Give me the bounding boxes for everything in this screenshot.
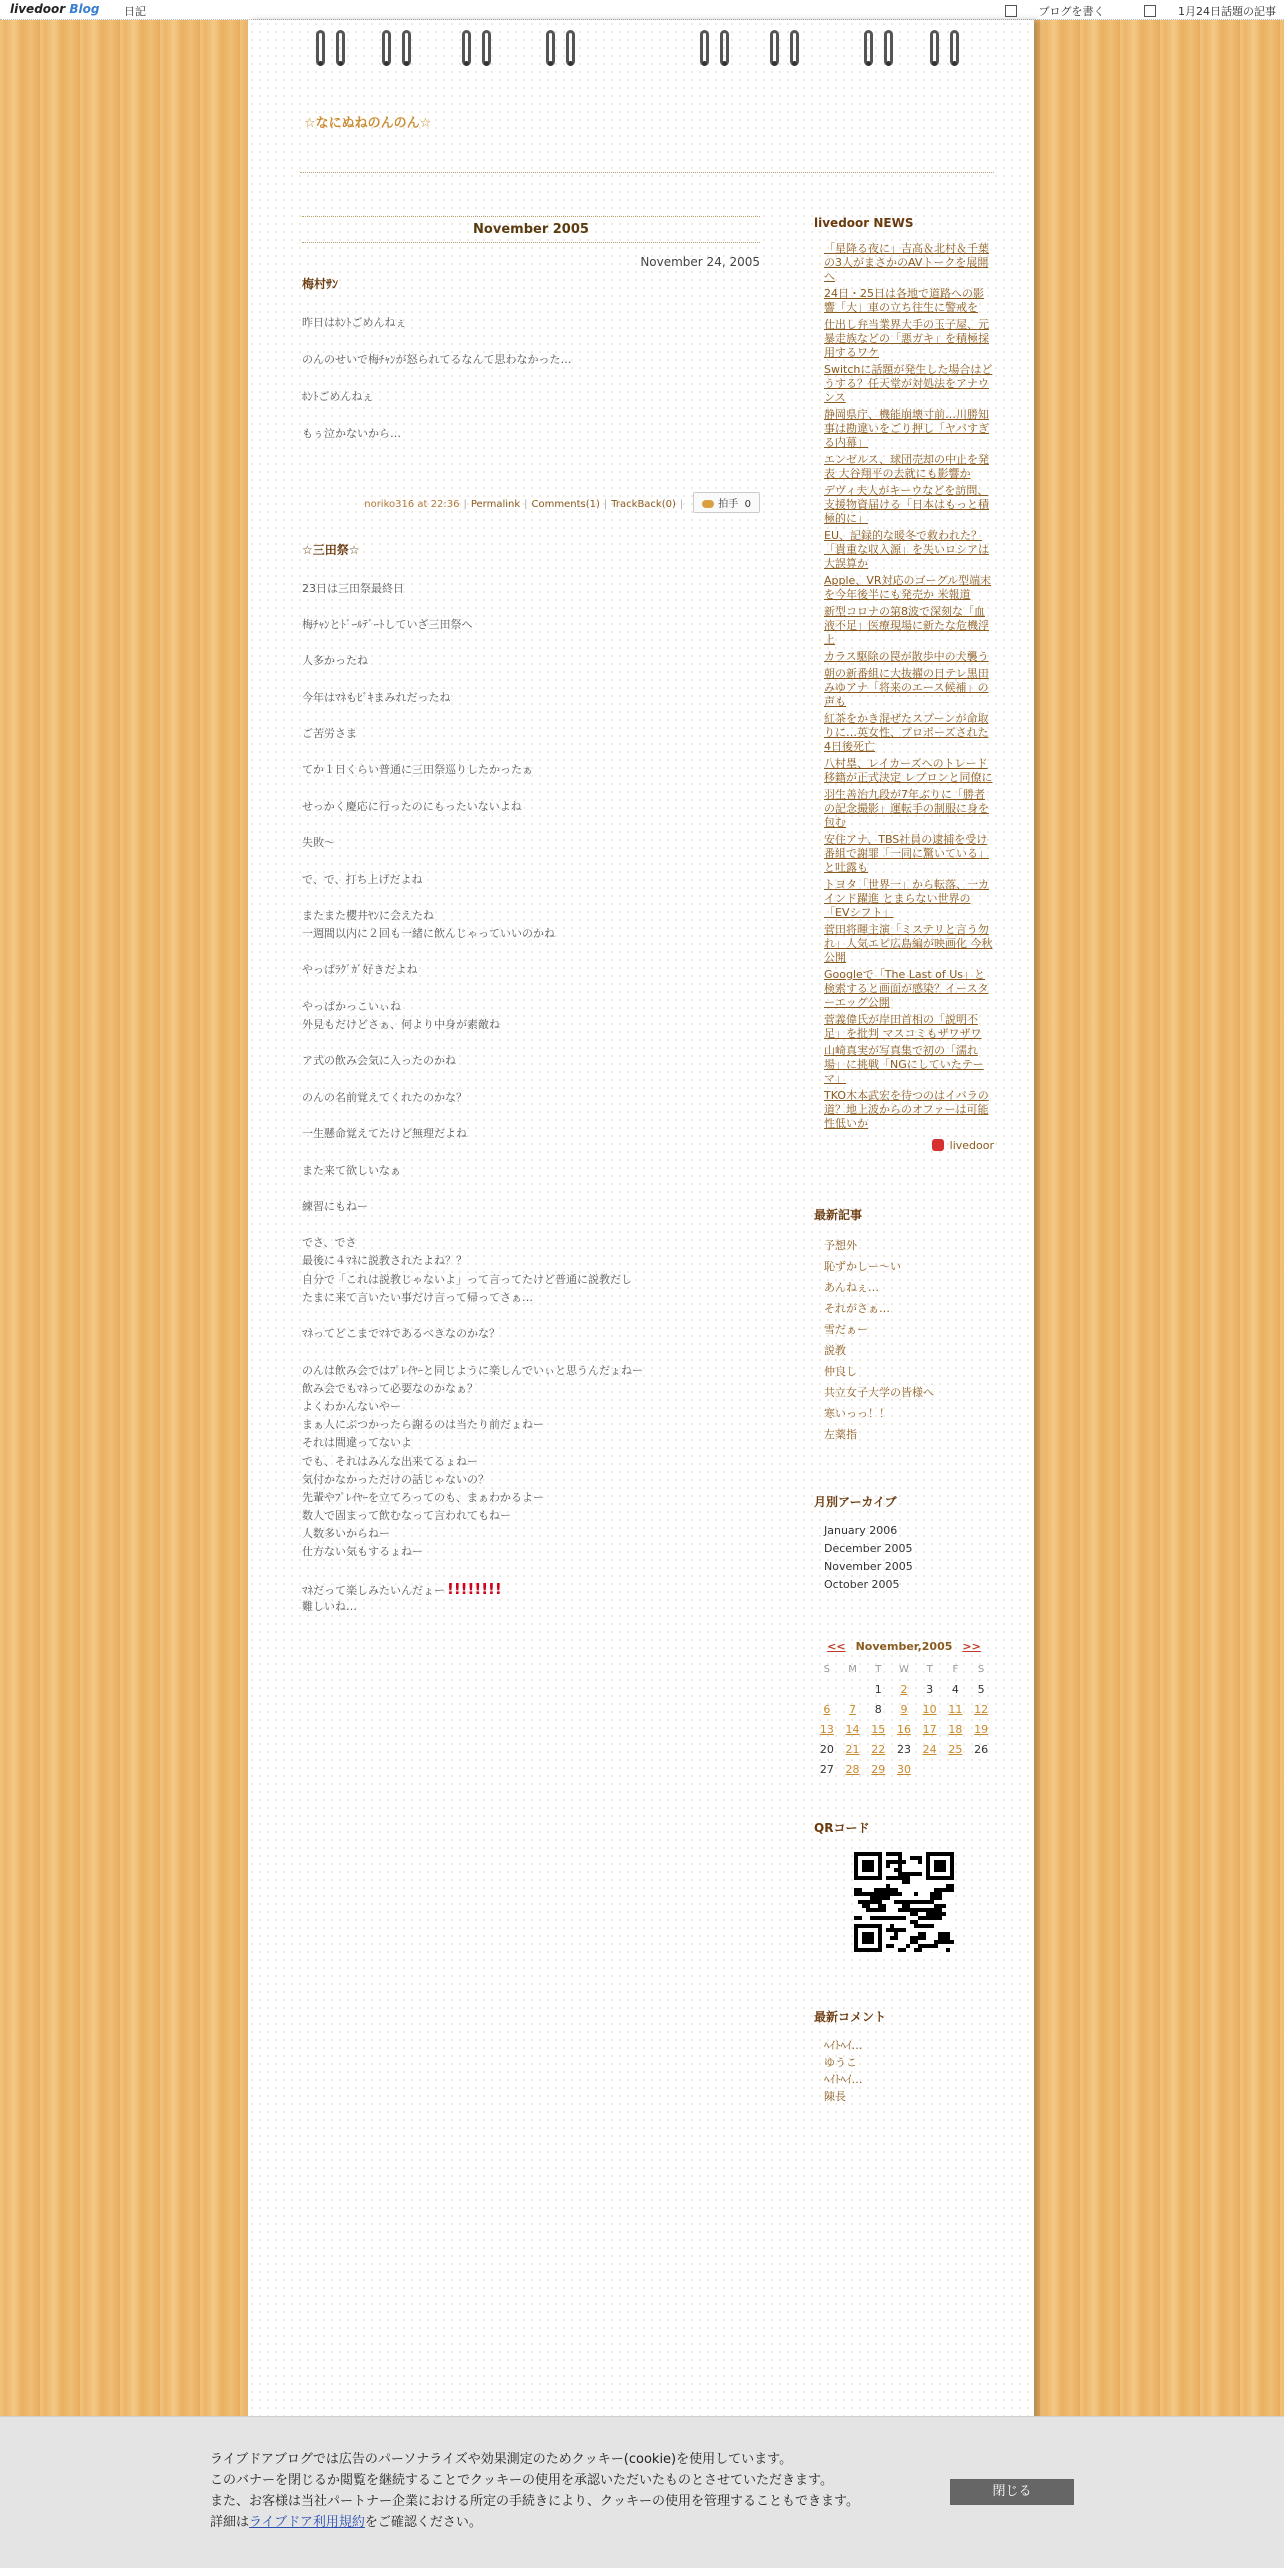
recent-link[interactable]: 寒いっっ！！	[824, 1407, 890, 1420]
calendar	[814, 1640, 994, 1779]
calendar-table	[814, 1659, 994, 1779]
news-item[interactable]	[824, 408, 994, 450]
news-link[interactable]: デヴィ夫人がキーウなどを訪問、支援物資届ける「日本はもっと積極的に」	[824, 484, 989, 525]
calendar-day[interactable]: 15	[871, 1722, 886, 1736]
entry-line	[302, 980, 760, 998]
calendar-day	[968, 1759, 994, 1779]
calendar-day[interactable]: 25	[948, 1742, 963, 1756]
calendar-day	[840, 1679, 866, 1699]
entry-line	[302, 407, 760, 426]
ring-icon	[720, 30, 729, 66]
qr-heading: QRコード	[814, 1821, 870, 1835]
livedoor-blog-logo[interactable]: livedoor Blog	[10, 2, 100, 16]
news-item[interactable]	[824, 878, 994, 920]
news-link[interactable]: 紅茶をかき混ぜたスプーンが命取りに…英女性、プロポーズされた4日後死亡	[824, 712, 989, 753]
news-item[interactable]	[824, 574, 994, 602]
entry-body	[302, 314, 760, 444]
recent-link[interactable]: 仲良し	[824, 1365, 857, 1378]
calendar-day[interactable]: 29	[871, 1762, 886, 1776]
news-link[interactable]: トヨタ「世界一」から転落、一カインド躍進 とまらない世界の「EVシフト」	[824, 878, 989, 919]
news-item[interactable]	[824, 667, 994, 709]
calendar-day[interactable]: 16	[896, 1722, 911, 1736]
pencil-icon	[1005, 5, 1017, 17]
write-blog-link[interactable]: ブログを書く	[987, 5, 1105, 18]
entry-line: で、で、打ち上げだよね	[302, 872, 423, 886]
entry-line: 失敗～	[302, 836, 335, 850]
comments-heading: 最新コメント	[814, 2010, 887, 2024]
entry-line: 人多かったね	[302, 654, 368, 668]
recent-item[interactable]	[824, 1235, 994, 1256]
calendar-week	[814, 1719, 994, 1739]
cookie-line: このバナーを閉じるか閲覧を継続することでクッキーの使用を承認いただいたものとさせていただきます。	[210, 2473, 833, 2488]
recent-item[interactable]	[824, 1298, 994, 1319]
entry-line	[302, 889, 760, 907]
news-link[interactable]: 「星降る夜に」吉高＆北村＆千葉の3人がまさかのAVトークを展開へ	[824, 242, 989, 283]
news-item[interactable]	[824, 318, 994, 360]
news-item[interactable]	[824, 833, 994, 875]
ring-icon	[884, 30, 893, 66]
entry-line: 人数多いからねー	[302, 1527, 390, 1541]
recent-item[interactable]	[824, 1340, 994, 1361]
cookie-close-button[interactable]: 閉じる	[950, 2479, 1074, 2505]
entry-line: またまた櫻井ﾔﾝに会えたね	[302, 908, 434, 922]
calendar-week	[814, 1739, 994, 1759]
entry-line: 先輩やﾌﾟﾚｲﾔｰを立てろってのも、まぁわかるよー	[302, 1490, 544, 1504]
news-item[interactable]	[824, 453, 994, 481]
entry-line: まぁ人にぶつかったら謝るのは当たり前だょねー	[302, 1418, 544, 1432]
entry-line: 昨日はﾎﾝﾄごめんねぇ	[302, 316, 407, 329]
qr-code-image	[854, 1852, 954, 1952]
cookie-text	[210, 2449, 930, 2533]
entry-line	[302, 1216, 760, 1234]
recent-link[interactable]: あんねぇ…	[824, 1281, 879, 1294]
calendar-dow: T	[875, 1663, 882, 1675]
archive-list	[814, 1522, 994, 1594]
calendar-prev-link[interactable]: <<	[827, 1640, 846, 1653]
calendar-day	[814, 1679, 840, 1699]
news-link[interactable]: 八村塁、レイカーズへのトレード移籍が正式決定 レブロンと同僚に	[824, 757, 993, 784]
calendar-dow: T	[926, 1663, 933, 1675]
entry-date: November 24, 2005	[640, 255, 760, 269]
calendar-dow: W	[899, 1663, 909, 1675]
news-item[interactable]	[824, 484, 994, 526]
news-link[interactable]: 安住アナ、TBS社員の逮捕を受け番組で謝罪「一同に驚いている」と吐露も	[824, 833, 989, 874]
calendar-day: 4	[951, 1682, 959, 1696]
entry-line: のんのせいで梅ﾁｬﾝが怒られてるなんて思わなかった…	[302, 353, 572, 366]
entry	[302, 255, 760, 513]
recent-list	[814, 1235, 994, 1445]
ring-icon	[402, 30, 411, 66]
comment-item[interactable]	[824, 2088, 994, 2105]
entry-line: でさ、でさ	[302, 1236, 357, 1250]
entry-line	[302, 1180, 760, 1198]
entry-line: 練習にもねー	[302, 1199, 368, 1213]
entry-line: もぅ泣かないから…	[302, 427, 401, 440]
calendar-day: 1	[874, 1682, 882, 1696]
calendar-title: November,2005	[855, 1640, 953, 1653]
header-divider	[300, 172, 994, 173]
calendar-week	[814, 1679, 994, 1699]
news-link[interactable]: 朝の新番組に大抜擢の日テレ黒田みゆアナ「将来のエース候補」の声も	[824, 667, 989, 708]
recent-link[interactable]: 予想外	[824, 1239, 857, 1252]
news-link[interactable]: 山崎真実が写真集で初の「濡れ場」に挑戦「NGにしていたテーマ」	[824, 1044, 984, 1085]
calendar-day[interactable]: 22	[871, 1742, 886, 1756]
news-item[interactable]	[824, 788, 994, 830]
entry-line: ご苦労さま	[302, 727, 357, 740]
archive-link[interactable]: October 2005	[824, 1578, 900, 1591]
entry-line	[302, 1071, 760, 1089]
comment-link[interactable]: 陳長	[824, 2090, 846, 2103]
archive-item[interactable]	[824, 1522, 994, 1540]
news-item[interactable]	[824, 363, 994, 405]
entry-line	[302, 852, 760, 870]
news-link[interactable]: エンゼルス、球団売却の中止を発表 大谷翔平の去就にも影響か	[824, 453, 989, 480]
entry-line	[302, 707, 760, 725]
news-heading[interactable]: livedoor NEWS	[814, 216, 914, 230]
news-item[interactable]	[824, 757, 994, 785]
news-link[interactable]: Switchに話題が発生した場合はどうする？任天堂が対処法をアナウンス	[824, 363, 993, 404]
calendar-day[interactable]: 6	[823, 1702, 831, 1716]
calendar-day[interactable]: 13	[819, 1722, 834, 1736]
ring-icon	[930, 30, 939, 66]
news-link[interactable]: 菅義偉氏が岸田首相の「説明不足」を批判 マスコミもザワザワ	[824, 1013, 982, 1040]
calendar-day[interactable]: 10	[922, 1702, 937, 1716]
entry-line: てか１日くらい普通に三田祭巡りしたかったぁ	[302, 763, 533, 777]
ring-icon	[950, 30, 959, 66]
trackback-link[interactable]: TrackBack(0)	[611, 498, 676, 510]
recent-link[interactable]: 雪だぁー	[824, 1323, 868, 1336]
entry-line	[302, 743, 760, 761]
recent-item[interactable]	[824, 1361, 994, 1382]
entry-line	[302, 1343, 760, 1361]
entry-line: 飲み会でもﾏﾈって必要なのかなぁ？	[302, 1381, 478, 1395]
calendar-day: 5	[977, 1682, 985, 1696]
entry-title[interactable]: 梅村ｻﾝ	[302, 277, 339, 291]
calendar-day: 26	[974, 1742, 989, 1756]
entry-body	[302, 580, 760, 1617]
entry-line	[302, 1143, 760, 1161]
archive-link[interactable]: December 2005	[824, 1542, 913, 1555]
news-item[interactable]	[824, 529, 994, 571]
entry-line: 難しいね…	[302, 1600, 357, 1613]
entry-line	[302, 1107, 760, 1125]
news-item[interactable]	[824, 968, 994, 1010]
entry-line	[302, 634, 760, 652]
entry-line	[302, 780, 760, 798]
site-title[interactable]: ☆なにぬねのんのん☆	[304, 116, 432, 131]
news-item[interactable]	[824, 650, 994, 664]
recent-heading: 最新記事	[814, 1208, 863, 1222]
clap-count: 0	[744, 498, 751, 510]
main-column	[302, 216, 760, 1616]
entry-line: 23日は三田祭最終日	[302, 581, 404, 595]
ring-icon	[790, 30, 799, 66]
entry-line: やっぱﾗｸﾞｶﾞ好きだよね	[302, 963, 418, 977]
news-link[interactable]: 菅田将暉主演「ミステリと言う勿れ」人気エピ広島編が映画化 今秋公開	[824, 923, 993, 964]
recent-link[interactable]: 共立女子大学の皆様へ	[824, 1386, 934, 1399]
entry-line: 外見もだけどさぁ、何より中身が素敵ね	[302, 1018, 500, 1031]
entry-line: 自分で「これは説教じゃないよ」って言ってたけど普通に説教だし	[302, 1272, 632, 1286]
ring-icon	[770, 30, 779, 66]
archive-item[interactable]	[824, 1558, 994, 1576]
ring-icon	[316, 30, 325, 66]
news-link[interactable]: 羽生善治九段が7年ぶりに「勝者の記念撮影」運転手の制服に身を包む	[824, 788, 989, 829]
news-item[interactable]	[824, 605, 994, 647]
entry-line: 気付かなかっただけの話じゃないの？	[302, 1472, 489, 1486]
calendar-day[interactable]: 11	[948, 1702, 963, 1716]
sidebar	[814, 216, 994, 2105]
entry-line: 最後に４ﾏﾈに説教されたよね？？	[302, 1254, 467, 1268]
recent-link[interactable]: 説教	[824, 1344, 846, 1357]
calendar-day	[917, 1759, 943, 1779]
comments-list	[814, 2037, 994, 2105]
calendar-day: 27	[819, 1762, 834, 1776]
livedoor-news-link[interactable]: livedoor	[814, 1139, 994, 1152]
calendar-dow-row	[814, 1659, 994, 1679]
cookie-line: 詳細はライブドア利用規約をご確認ください。	[210, 2515, 482, 2530]
calendar-day[interactable]: 21	[845, 1742, 860, 1756]
entry-line: 梅ﾁｬﾝとﾄﾞｰﾙﾃﾞｰﾄしていざ三田祭へ	[302, 617, 473, 631]
blog-page	[248, 20, 1034, 2420]
clap-icon	[702, 500, 714, 508]
entry-line: のんは飲み会ではﾌﾟﾚｲﾔｰと同じように楽しんでいぃと思うんだょねー	[302, 1363, 643, 1377]
permalink-link[interactable]: Permalink	[470, 498, 521, 510]
entry-line	[302, 598, 760, 616]
news-link[interactable]: 24日・25日は各地で道路への影響「大」車の立ち往生に警戒を	[824, 287, 984, 314]
calendar-day[interactable]: 28	[845, 1762, 860, 1776]
entry-line: 一生懸命覚えてたけど無理だよね	[302, 1127, 467, 1141]
terms-link[interactable]: ライブドア利用規約	[249, 2515, 365, 2530]
news-link[interactable]: 新型コロナの第8波で深刻な「血液不足」医療現場に新たな危機浮上	[824, 605, 989, 646]
livedoor-icon	[932, 1139, 944, 1151]
entry-line	[302, 370, 760, 389]
entry-line: ﾏﾈだって楽しみたいんだょー !!!!!!!!	[302, 1579, 502, 1598]
calendar-day[interactable]: 24	[922, 1742, 937, 1756]
news-link[interactable]: Apple、VR対応のゴーグル型端末を今年後半にも発売か 米報道	[824, 574, 992, 601]
entry-line	[302, 1307, 760, 1325]
comment-item[interactable]	[824, 2054, 994, 2071]
calendar-dow: F	[952, 1663, 959, 1675]
archive-heading: 月別アーカイブ	[814, 1495, 897, 1509]
ring-icon	[382, 30, 391, 66]
recent-item[interactable]	[824, 1277, 994, 1298]
calendar-day[interactable]: 14	[845, 1722, 860, 1736]
news-link[interactable]: 静岡県庁、機能崩壊寸前…川勝知事は勘違いをごり押し「ヤバすぎる内幕」	[824, 408, 989, 449]
entry-line: 仕方ない気もするょねー	[302, 1545, 423, 1559]
news-link[interactable]: Googleで「The Last of Us」と検索すると画面が感染？イースターエッグ公開	[824, 968, 989, 1009]
calendar-day	[943, 1759, 969, 1779]
archive-link[interactable]: January 2006	[824, 1524, 898, 1537]
entry-line: たまに来て言いたい事だけ言って帰ってさぁ…	[302, 1290, 533, 1304]
recent-link[interactable]: 左薬指	[824, 1428, 857, 1441]
entry-line: よくわかんないやー	[302, 1399, 401, 1413]
calendar-day[interactable]: 17	[922, 1722, 937, 1736]
emphasis-text: !!!!!!!!	[447, 1579, 502, 1598]
spiral-binding	[248, 30, 1034, 70]
calendar-header	[814, 1640, 994, 1653]
entry-line	[302, 333, 760, 352]
calendar-dow: S	[823, 1663, 831, 1675]
news-item[interactable]	[824, 712, 994, 754]
nav-diary-link[interactable]: 日記	[124, 5, 146, 18]
entry-line	[302, 1562, 760, 1580]
news-item[interactable]	[824, 1089, 994, 1131]
archive-item[interactable]	[824, 1576, 994, 1594]
entry-line: ﾏﾈってどこまでﾏﾈであるべきなのかな？	[302, 1327, 500, 1341]
entry-line	[302, 943, 760, 961]
calendar-day: 20	[819, 1742, 834, 1756]
recent-item[interactable]	[824, 1382, 994, 1403]
archive-link[interactable]: November 2005	[824, 1560, 913, 1573]
entry-line	[302, 816, 760, 834]
recent-item[interactable]	[824, 1424, 994, 1445]
calendar-day: 8	[874, 1702, 882, 1716]
calendar-icon	[1144, 5, 1156, 17]
comment-link[interactable]: ゆうこ	[824, 2056, 857, 2069]
calendar-day[interactable]: 9	[900, 1702, 908, 1716]
ring-icon	[700, 30, 709, 66]
ring-icon	[336, 30, 345, 66]
entry-line: 一週間以内に２回も一緒に飲んじゃっていいのかね	[302, 927, 555, 941]
entry-meta: noriko316 at 22:36 | Permalink | Comments(1) | TrackBack(0) | 拍手 0	[302, 492, 760, 513]
calendar-dow: S	[977, 1663, 985, 1675]
entry-title[interactable]: ☆三田祭☆	[302, 542, 360, 557]
comment-link[interactable]: ﾍｲﾄﾍｲ…	[824, 2039, 863, 2052]
news-item[interactable]	[824, 242, 994, 284]
calendar-day[interactable]: 12	[974, 1702, 989, 1716]
calendar-week	[814, 1699, 994, 1719]
cookie-banner	[0, 2416, 1284, 2568]
ring-icon	[546, 30, 555, 66]
news-link[interactable]: 仕出し弁当業界大手の玉子屋、元暴走族などの「悪ガキ」を積極採用するワケ	[824, 318, 989, 359]
calendar-day: 3	[926, 1682, 934, 1696]
cookie-line: ライブドアブログでは広告のパーソナライズや効果測定のためクッキー(cookie)を使用しています。	[210, 2452, 793, 2467]
cookie-line: また、お客様は当社パートナー企業における所定の手続きにより、クッキーの使用を管理することもできます。	[210, 2494, 859, 2509]
clap-button[interactable]: 拍手 0	[693, 492, 760, 513]
entry-author: noriko316 at 22:36	[364, 498, 460, 510]
calendar-next-link[interactable]: >>	[962, 1640, 981, 1653]
ring-icon	[462, 30, 471, 66]
entry-line: それは間違ってないよ	[302, 1436, 412, 1450]
calendar-day[interactable]: 2	[900, 1682, 908, 1696]
calendar-day[interactable]: 18	[948, 1722, 963, 1736]
news-list	[814, 242, 994, 1131]
recent-item[interactable]	[824, 1319, 994, 1340]
entry-line: のんの名前覚えてくれたのかな？	[302, 1090, 467, 1104]
entry-line: 今年はﾏﾈもﾋﾞｷまみれだったね	[302, 690, 451, 704]
recent-link[interactable]: それがさぁ…	[824, 1302, 890, 1315]
calendar-day[interactable]: 30	[896, 1762, 911, 1776]
entry-line: また来て欲しいなぁ	[302, 1163, 401, 1177]
calendar-week	[814, 1759, 994, 1779]
archive-item[interactable]	[824, 1540, 994, 1558]
entry-line: でも、それはみんな出来てるょねー	[302, 1454, 478, 1468]
ring-icon	[864, 30, 873, 66]
entry	[302, 541, 760, 1617]
news-item[interactable]	[824, 287, 994, 315]
comment-link[interactable]: ﾍｲﾄﾍｲ…	[824, 2073, 863, 2086]
entry-line: 数人で固まって飲むなって言われてもねー	[302, 1509, 511, 1523]
ring-icon	[566, 30, 575, 66]
entry-line	[302, 1034, 760, 1052]
entry-line: せっかく慶応に行ったのにもったいないよね	[302, 799, 522, 813]
comment-item[interactable]	[824, 2037, 994, 2054]
news-item[interactable]	[824, 1013, 994, 1041]
entry-line: ア式の飲み会気に入ったのかね	[302, 1054, 456, 1068]
calendar-dow: M	[848, 1663, 857, 1675]
month-heading: November 2005	[302, 216, 760, 243]
comments-link[interactable]: Comments(1)	[531, 498, 600, 510]
recent-link[interactable]: 恥ずかしー～い	[824, 1260, 901, 1273]
calendar-day[interactable]: 19	[974, 1722, 989, 1736]
entry-line: やっぱかっこいぃね	[302, 999, 401, 1013]
news-link[interactable]: TKO木本武宏を待つのはイバラの道？地上波からのオファーは可能性低いか	[824, 1089, 989, 1130]
comment-item[interactable]	[824, 2071, 994, 2088]
recent-item[interactable]	[824, 1403, 994, 1424]
recent-item[interactable]	[824, 1256, 994, 1277]
topics-link[interactable]: 1月24日話題の記事	[1126, 5, 1276, 18]
entry-line: ﾎﾝﾄごめんねぇ	[302, 390, 374, 403]
top-bar	[0, 0, 1284, 20]
entry-line	[302, 670, 760, 688]
ring-icon	[482, 30, 491, 66]
calendar-day[interactable]: 7	[849, 1702, 857, 1716]
news-link[interactable]: EU、記録的な暖冬で救われた？「貴重な収入源」を失いロシアは大誤算か	[824, 529, 989, 570]
news-item[interactable]	[824, 1044, 994, 1086]
news-link[interactable]: カラス駆除の罠が散歩中の犬襲う	[824, 650, 989, 663]
calendar-day: 23	[896, 1742, 911, 1756]
news-item[interactable]	[824, 923, 994, 965]
